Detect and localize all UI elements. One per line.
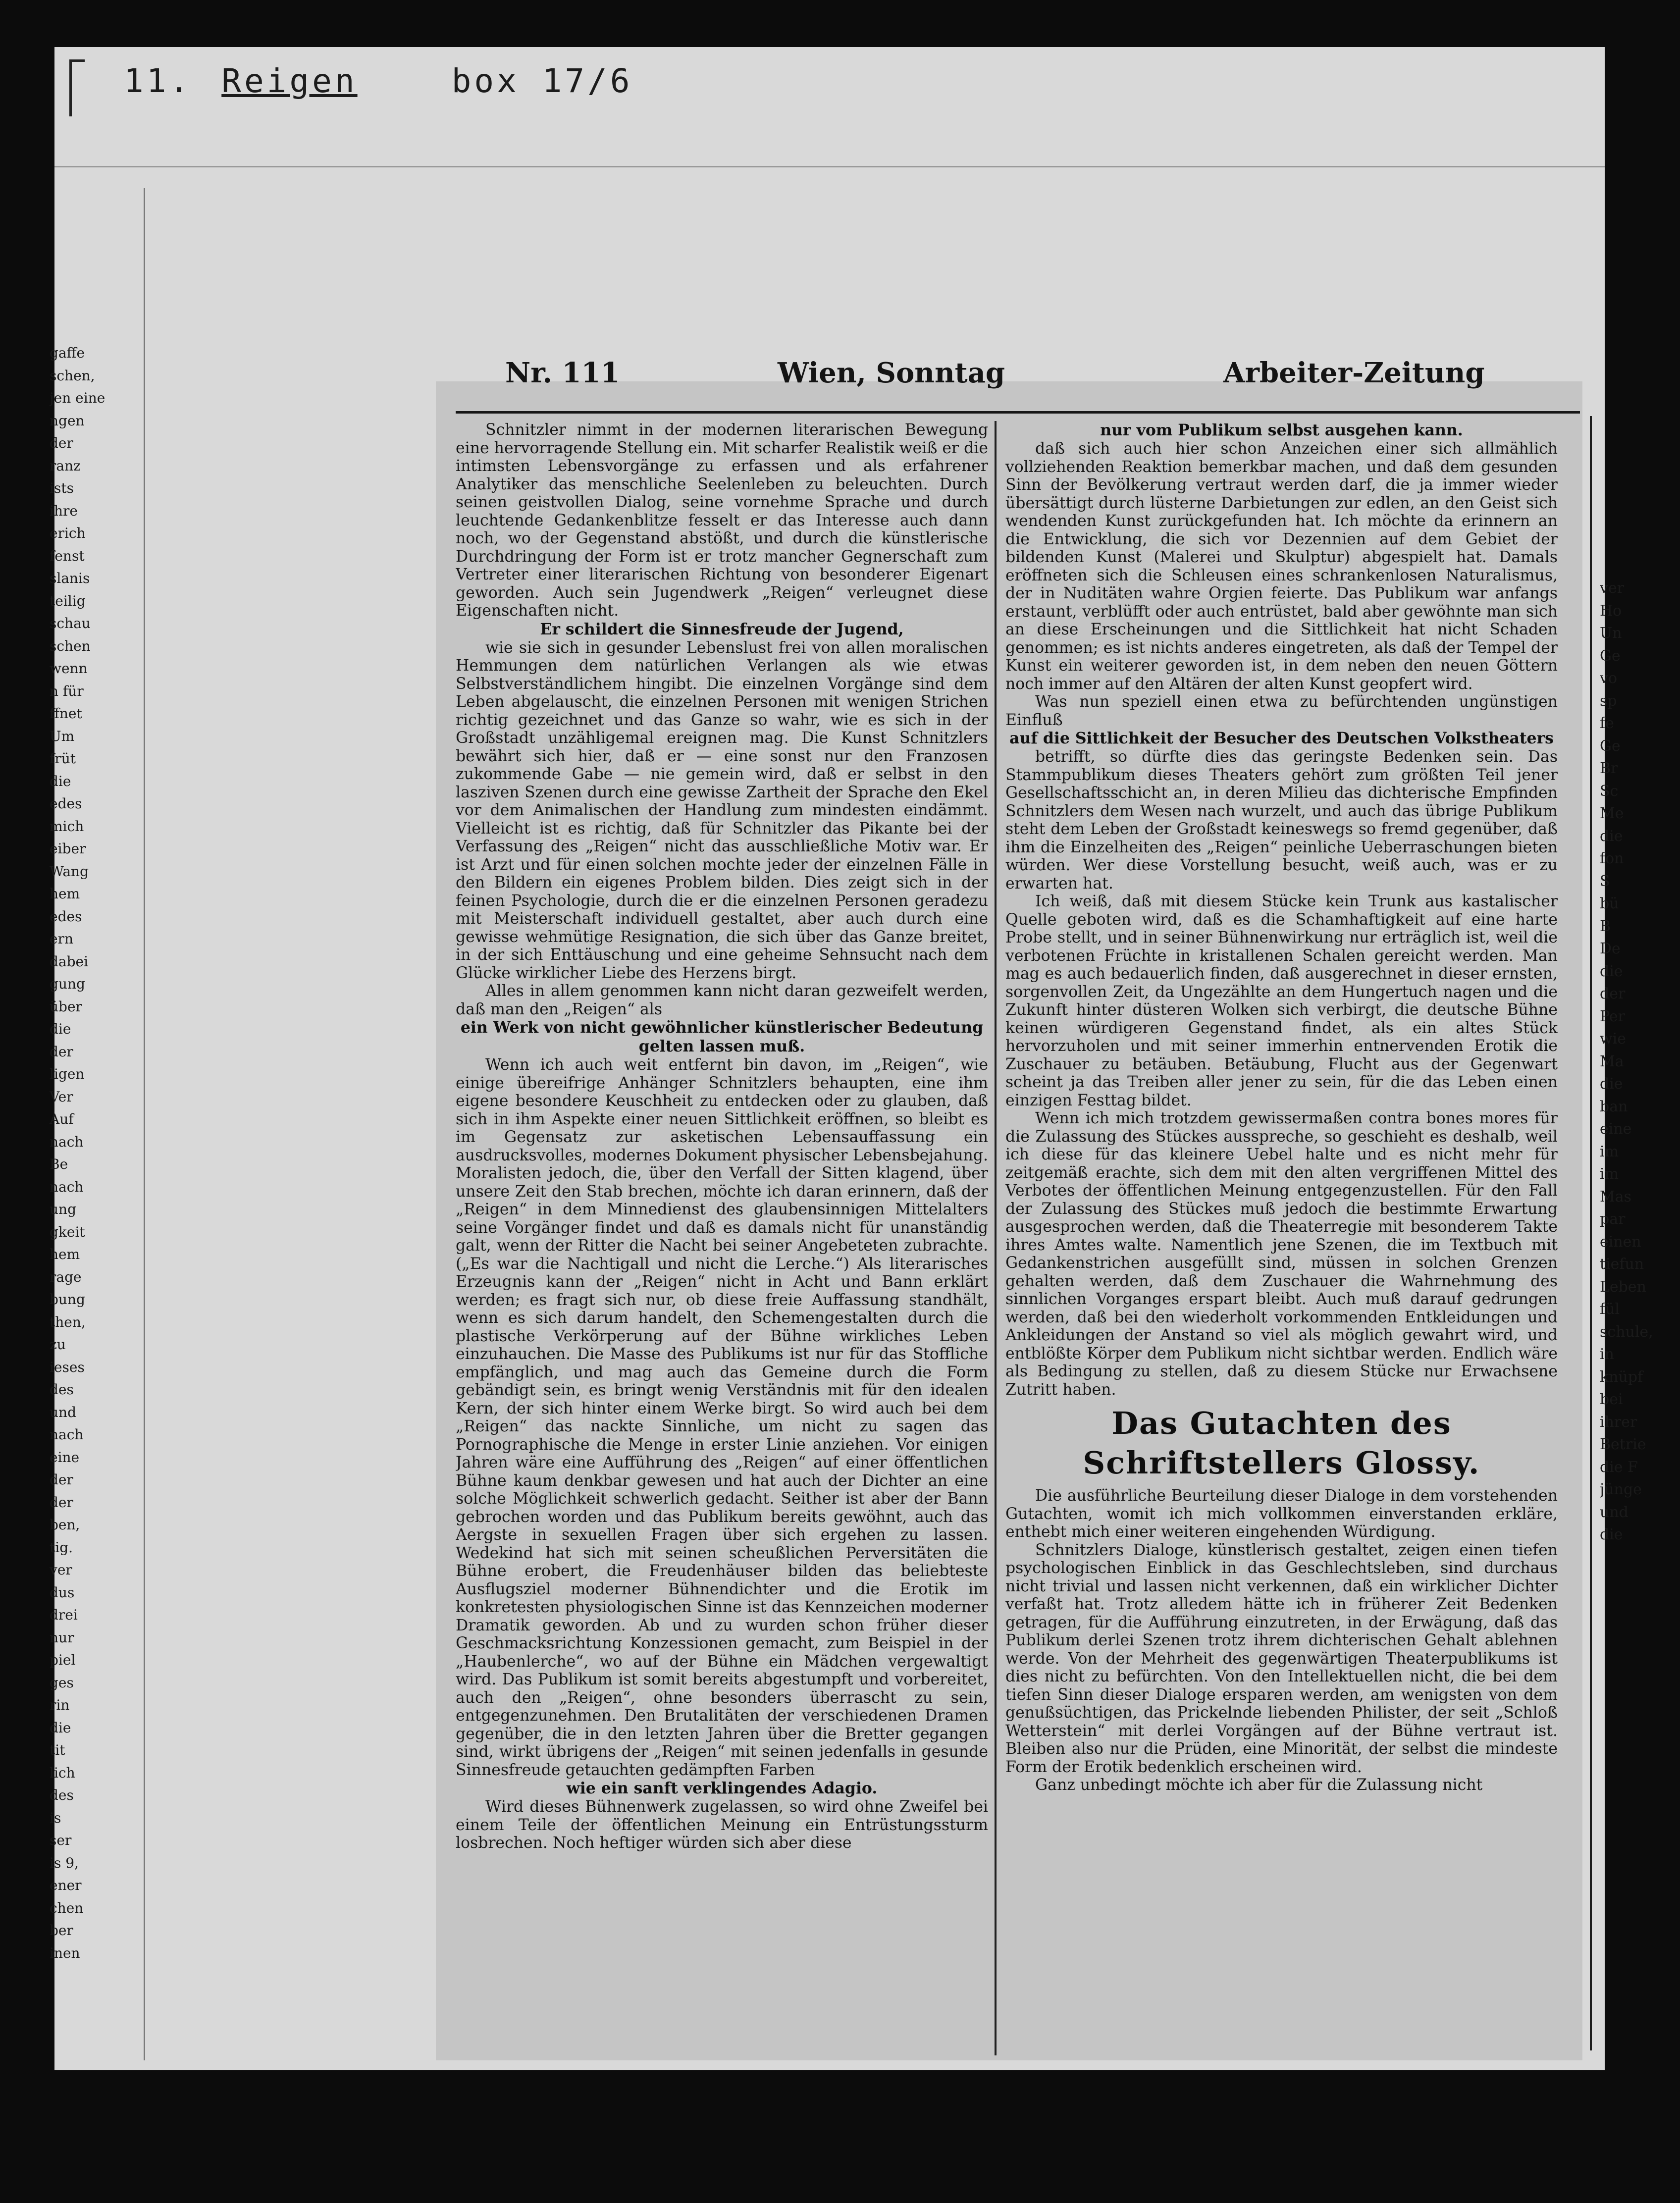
fragment-line: ieses — [50, 1359, 85, 1375]
article-paragraph: Schnitzlers Dialoge, künstlerisch gestaltet, zeigen einen tiefen psychologischen Einblick in das Geschlechtsleben, sind durchaus nicht trivial und lassen nicht verkennen, daß ein wirklicher Dichter verfaßt hat. Trotz alledem hätte ich in früherer Zeit Bedenken getragen, für die Aufführung einzutreten, in der Erwägung, daß das Publikum derlei Szenen trotz ihrem dichterischen Gehalt ablehnen werde. Von der Mehrheit des gegenwärtigen Theaterpublikums ist dies nicht zu befürchten. Von den Intellektuellen nicht, die bei dem tiefen Sinn dieser Dialoge ersparen werden, am wenigsten von dem genußsüchtigen, das Prickelnde liebenden Philister, der seit „Schloß Wetterstein“ mit derlei Vorgängen auf der Bühne vertraut ist. Bleiben also nur die Prüden, eine Minorität, der selbst die mindeste Form der Erotik bedenklich erscheinen wird. — [1005, 1541, 1558, 1776]
fragment-line: Be — [50, 1156, 68, 1172]
fragment-line: nach — [50, 1133, 84, 1150]
fragment-line: nur — [50, 1629, 74, 1646]
article-subheading: Das Gutachten des Schriftstellers Glossy. — [1083, 1405, 1480, 1481]
fragment-line: piel — [50, 1652, 76, 1668]
fragment-line: bü — [1600, 895, 1619, 912]
newspaper-name: Arbeiter-Zeitung — [1223, 357, 1485, 389]
right-article-column — [1005, 421, 1558, 2055]
archive-title: Reigen — [221, 62, 358, 100]
fragment-line: eine — [50, 1449, 80, 1466]
fragment-line: Leben — [1600, 1278, 1646, 1296]
article-paragraph: Was nun speziell einen etwa zu befürchtenden ungünstigen Einfluß — [1005, 693, 1558, 729]
corner-mark — [69, 59, 85, 116]
fragment-line: dabei — [50, 953, 89, 970]
fragment-line: inen — [50, 1944, 80, 1961]
fragment-line: die — [1600, 1526, 1623, 1543]
fragment-line: tig. — [50, 1539, 73, 1556]
fragment-line: ben, — [50, 1517, 80, 1533]
fragment-line: eine — [1600, 1120, 1632, 1138]
fragment-line: erich — [50, 525, 86, 541]
fragment-line: nach — [50, 1178, 84, 1195]
fragment-line: in — [1600, 1346, 1614, 1363]
fragment-line: zu — [50, 1336, 66, 1353]
fragment-line: ges — [50, 1674, 74, 1691]
issue-number: Nr. 111 — [505, 357, 620, 389]
fragment-line: rage — [50, 1268, 82, 1285]
fragment-line: schau — [50, 615, 91, 631]
archive-number: 11. — [124, 62, 192, 100]
right-column-rule — [1590, 416, 1592, 2050]
fragment-line: nach — [50, 1426, 84, 1443]
fragment-line: Ho — [1600, 602, 1622, 620]
article-paragraph: daß sich auch hier schon Anzeichen einer sich allmählich vollziehenden Reaktion bemerkbar machen, und daß dem gesunden Sinn der Bevölkerung vertraut werden darf, die ja immer wieder übersättigt durch lüsterne Darbietungen zur edlen, an den Geist sich wendenden Kunst zurückgefunden hat. Ich möchte da erinnern an die Entwicklung, die sich vor Dezennien auf dem Gebiet der bildenden Kunst (Malerei und Skulptur) abgespielt hat. Damals eröffneten sich die Schleusen eines schrankenlosen Naturalismus, der in Nuditäten wahre Orgien feierte. Das Publikum war anfangs erstaunt, verblüfft oder auch entrüstet, bald aber gewöhnte man sich an diese Erscheinungen und die Sittlichkeit hat nicht Schaden genommen; es ist nichts anderes eingetreten, als daß der Tempel der Kunst ein weiterer geworden ist, in dem neben den neuen Göttern noch immer auf den Altären der alten Kunst geopfert wird. — [1005, 440, 1558, 693]
fragment-line: des — [50, 1381, 74, 1398]
fragment-line: Ver — [50, 1088, 73, 1105]
fragment-line: und — [1600, 1503, 1628, 1521]
fragment-line: Betrie — [1600, 1436, 1646, 1453]
fragment-line: chen — [50, 1899, 84, 1916]
fragment-line: die — [1600, 962, 1623, 980]
article-paragraph: Die ausführliche Beurteilung dieser Dialoge in dem vorstehenden Gutachten, womit ich mich vollkommen einverstanden erkläre, enthebt mich einer weiteren eingehenden Würdigung. — [1005, 1487, 1558, 1541]
fragment-line: ligen — [50, 1066, 85, 1082]
fragment-line: mich — [50, 818, 84, 835]
left-article-column — [456, 421, 988, 2055]
fragment-line: gaffe — [50, 345, 85, 361]
fragment-line: Me — [1600, 805, 1624, 822]
fragment-line: Um — [50, 728, 75, 744]
article-subheading: ein Werk von nicht gewöhnlicher künstlerischer Bedeutung gelten lassen muß. — [460, 1018, 984, 1055]
fragment-line: des — [50, 1787, 74, 1803]
fragment-line: schen, — [50, 367, 95, 384]
article-paragraph: Wenn ich mich trotzdem gewissermaßen contra bones mores für die Zulassung des Stückes ausspreche, so geschieht es deshalb, weil ich diese für das kleinere Uebel halte und es nicht mehr für zeitgemäß erachte, sich dem mit den alten vergriffenen Mittel des Verbotes der öffentlichen Meinung entgegenzustellen. Für den Fall der Zulassung des Stückes muß jedoch die bestimmte Erwartung ausgesprochen werden, daß die Theaterregie mit besonderem Takte ihres Amtes walte. Namentlich jene Szenen, die im Textbuch mit Gedankenstrichen ausgefüllt sind, müssen in solchen Grenzen gehalten werden, daß dem Zuschauer die Wahrnehmung des sinnlichen Vorganges erspart bleibt. Auch muß darauf gedrungen werden, daß bei den wiederholt vorkommenden Entkleidungen und Ankleidungen der Anstand so viel als möglich gewahrt wird, und entblößte Körper dem Publikum nicht sichtbar werden. Endlich wäre als Bedingung zu stellen, daß zu diesem Stücke nur Erwachsene Zutritt haben. — [1005, 1109, 1558, 1399]
fragment-line: die — [50, 773, 71, 789]
fragment-line: edes — [50, 908, 82, 925]
city-day: Wien, Sonntag — [778, 357, 1005, 389]
article-subheading: nur vom Publikum selbst ausgehen kann. — [1100, 421, 1463, 439]
fragment-line: tit — [50, 1742, 65, 1758]
fragment-line: die F — [1600, 1458, 1638, 1476]
fragment-line: Ma — [1600, 1052, 1624, 1070]
fragment-line: ser — [50, 1832, 72, 1848]
left-neighbor-column — [50, 342, 119, 2085]
fragment-line: Auf — [50, 1111, 74, 1127]
fragment-line: n für — [50, 682, 84, 699]
masthead-rule — [456, 411, 1580, 414]
fragment-line: vo — [1600, 670, 1618, 687]
article-paragraph: Ganz unbedingt möchte ich aber für die Zulassung nicht — [1035, 1776, 1483, 1794]
archive-box: box 17/6 — [451, 62, 633, 100]
article-paragraph: Wenn ich auch weit entfernt bin davon, im „Reigen“, wie einige übereifrige Anhänger Schnitzlers behaupten, eine ihm eigene besondere Keuschheit zu entdecken oder zu glauben, daß sich in ihm Aspekte einer neuen Sittlichkeit eröffnen, so bleibt es im Gegensatz zur asketischen Lebensauffassung ein ausdrucksvolles, modernes Dokument physischer Lebensbejahung. Moralisten jedoch, die, über den Verfall der Sitten klagend, über unsere Zeit den Stab brechen, möchte ich daran erinnern, daß der „Reigen“ in dem Minnedienst des glaubensinnigen Mittelalters seine Vorgänger findet und daß es damals nicht für unanständig galt, wenn der Ritter die Nacht bei seiner Angebeteten zubrachte. („Es war die Nachtigall und nicht die Lerche.“) Als literarisches Erzeugnis kann der „Reigen“ nicht in Acht und Bann erklärt werden; es fragt sich nur, ob diese freie Auffassung standhält, wenn es sich darum handelt, den Schemengestalten durch die plastische Verkörperung auf der Bühne wirkliches Leben einzuhauchen. Die Masse des Publikums ist nur für das Stoffliche empfänglich, und mag auch das Gemeine durch die Form gebändigt sein, es bringt wenig Verständnis mit für den idealen Kern, der sich hinter einem Werke birgt. So wird auch bei dem „Reigen“ das nackte Sinnliche, um nicht zu sagen das Pornographische die Menge in erster Linie anziehen. Vor einigen Jahren wäre eine Aufführung des „Reigen“ auf einer öffentlichen Bühne kaum denkbar gewesen und hat auch der Dichter an eine solche Möglichkeit schwerlich gedacht. Seither ist aber der Bann gebrochen worden und das Publikum bereits gewöhnt, auch das Aergste in sexuellen Fragen über sich ergehen zu lassen. Wedekind hat sich mit seinen scheußlichen Perversitäten die Bühne erobert, die Freudenhäuser bilden das beliebteste Ausflugsziel moderner Bühnendichter und die Erotik im konkretesten physiologischen Sinne ist das Kennzeichen moderner Dramatik geworden. Ab und zu wurden schon früher dieser Geschmacksrichtung Konzessionen gemacht, zum Beispiel in der „Haubenlerche“, wo auf der Bühne ein Mädchen vergewaltigt wird. Das Publikum ist somit bereits abgestumpft und vorbereitet, auch den „Reigen“, ohne besonders überrascht zu sein, entgegenzunehmen. Den Brutalitäten der verschiedenen Dramen gegenüber, die in den letzten Jahren über die Bretter gegangen sind, wirkt übrigens der „Reigen“ mit seinen jedenfalls in gesunde Sinnesfreude getauchten gedämpften Farben — [456, 1056, 988, 1779]
fragment-line: der — [50, 1471, 73, 1488]
fragment-line: teilig — [50, 592, 86, 609]
fragment-line: tiefun — [1600, 1256, 1644, 1273]
fragment-line: hem — [50, 1246, 80, 1262]
fragment-line: schen — [50, 637, 91, 654]
fragment-line: fe — [1600, 715, 1614, 732]
article-subheading: Er schildert die Sinnesfreude der Jugend, — [540, 620, 904, 638]
fragment-line: ver — [1600, 579, 1625, 597]
article-paragraph: wie sie sich in gesunder Lebenslust frei von allen moralischen Hemmungen dem natürlichen Verlangen als wie etwas Selbstverständlichem hingibt. Die einzelnen Vorgänge sind dem Leben abgelauscht, die einzelnen Personen mit wenigen Strichen richtig gezeichnet und das Ganze so wahr, wie es sich in der Großstadt unzähligemal ereignen mag. Die Kunst Schnitzlers bewährt sich hier, daß er — eine sonst nur den Franzosen zukommende Gabe — nie gemein wird, daß er selbst in den lasziven Szenen durch eine gewisse Zartheit der Sprache den Ekel vor dem Animalischen der Handlung zum mindesten eindämmt. Vielleicht ist es richtig, daß für Schnitzler das Pikante bei der Verfassung des „Reigen“ nicht das ausschließliche Motiv war. Er ist Arzt und für einen solchen mochte jeder der einzelnen Fälle in den Bildern ein eigenes Problem bilden. Dies zeigt sich in der feinen Psychologie, durch die er die einzelnen Personen geradezu mit Meisterschaft individuell gestaltet, aber auch durch eine gewisse wehmütige Resignation, die sich über das Ganze breitet, in der sich Enttäuschung und eine geheime Sehnsucht nach dem Glücke wirklicher Liebe des Herzens birgt. — [456, 638, 988, 982]
fragment-line: ranz — [50, 457, 81, 474]
fragment-line: fül — [1600, 1301, 1620, 1318]
fragment-line: ung — [50, 1201, 76, 1217]
fragment-line: der — [1600, 985, 1626, 1002]
fragment-line: slanis — [50, 570, 90, 586]
fragment-line: im — [1600, 1165, 1619, 1183]
fragment-line: ban — [1600, 1098, 1628, 1115]
fragment-line: die — [1600, 827, 1623, 845]
fragment-line: rin — [50, 1697, 70, 1713]
fragment-line: die — [50, 1719, 71, 1736]
fragment-line: Un — [1600, 625, 1622, 642]
fragment-line: Per — [1600, 1007, 1625, 1025]
article-paragraph: Schnitzler nimmt in der modernen literarischen Bewegung eine hervorragende Stellung ein. Mit scharfer Realistik weiß er die intimsten Lebensvorgänge zu erfassen und als erfahrener Analytiker das menschliche Seelenleben zu beleuchten. Durch seinen geistvollen Dialog, seine vornehme Sprache und durch leuchtende Gedankenblitze fesselt er das Interesse auch dann noch, wo der Gegenstand abstößt, und durch die künstlerische Durchdringung der Form ist er trotz mancher Gegnerschaft zum Vertreter einer literarischen Richtung von besonderer Eigenart geworden. Auch sein Jugendwerk „Reigen“ verleugnet diese Eigenschaften nicht. — [456, 421, 988, 620]
fragment-line: Sc — [1600, 782, 1619, 800]
fragment-line: par — [1600, 1210, 1626, 1228]
fragment-line: ffnet — [50, 705, 82, 722]
fragment-line: fenst — [50, 547, 85, 564]
fragment-line: und — [50, 1404, 76, 1420]
article-paragraph: Alles in allem genommen kann nicht daran gezweifelt werden, daß man den „Reigen“ als — [456, 982, 988, 1018]
fragment-line: wie — [1600, 1030, 1627, 1048]
fragment-line: edes — [50, 795, 82, 812]
fragment-line: die — [50, 1021, 71, 1037]
fragment-line: fon — [1600, 850, 1624, 867]
column-rule — [995, 421, 997, 2055]
fragment-line: ver — [50, 1562, 72, 1578]
fragment-line: eiber — [50, 840, 86, 857]
article-paragraph: Wird dieses Bühnenwerk zugelassen, so wird ohne Zweifel bei einem Teile der öffentlichen Meinung ein Entrüstungssturm losbrechen. Noch heftiger würden sich aber diese — [456, 1798, 988, 1852]
fragment-line: De — [1600, 940, 1621, 957]
fragment-line: ihre — [50, 502, 78, 519]
fragment-line: dus — [50, 1584, 75, 1601]
fragment-line: jen eine — [50, 390, 105, 406]
newspaper-clipping — [436, 357, 1582, 2060]
masthead — [436, 357, 1582, 426]
fragment-line: Wang — [50, 863, 89, 880]
fragment-line: hem — [50, 886, 80, 902]
fragment-line: bei — [1600, 1391, 1623, 1408]
fragment-line: knüpf — [1600, 1368, 1643, 1386]
fragment-line: jünge — [1600, 1481, 1642, 1498]
fold-line — [54, 166, 1605, 167]
fragment-line: then, — [50, 1313, 86, 1330]
fragment-line: wenn — [50, 660, 88, 677]
fragment-line: einen — [1600, 1233, 1641, 1251]
fragment-line: gung — [50, 976, 85, 992]
fragment-line: früt — [50, 750, 76, 767]
fragment-line: schule, — [1600, 1323, 1653, 1341]
fragment-line: bung — [50, 1291, 85, 1308]
fragment-line: ener — [50, 1877, 82, 1893]
fragment-line: im — [1600, 1143, 1619, 1160]
fragment-line: Ge — [1600, 647, 1621, 665]
fragment-line: is — [50, 1809, 61, 1826]
fragment-line: is 9, — [50, 1854, 79, 1871]
right-neighbor-column — [1600, 577, 1659, 2038]
fragment-line: Mas — [1600, 1188, 1631, 1206]
fragment-line: ists — [50, 480, 74, 496]
fragment-line: der — [50, 1494, 73, 1511]
fragment-line: lich — [50, 1764, 75, 1781]
archive-label — [124, 62, 633, 100]
fragment-line: der — [50, 1043, 73, 1060]
fragment-line: ber — [50, 1922, 73, 1939]
fragment-line: der — [50, 435, 73, 451]
fragment-line: ihrer — [1600, 1413, 1637, 1431]
fragment-line: drei — [50, 1607, 78, 1623]
fragment-line: die — [1600, 1075, 1623, 1093]
fragment-line: gkeit — [50, 1223, 85, 1240]
clipping-edge-line — [144, 188, 145, 2060]
article-subheading: auf die Sittlichkeit der Besucher des Deutschen Volkstheaters — [1009, 729, 1554, 747]
fragment-line: über — [50, 998, 82, 1015]
article-subheading: wie ein sanft verklingendes Adagio. — [566, 1779, 878, 1797]
article-paragraph: betrifft, so dürfte dies das geringste Bedenken sein. Das Stammpublikum dieses Theaters gehört zum größten Teil jener Gesellschaftsschicht an, in deren Milieu das dichterische Empfinden Schnitzlers dem Wesen nach wurzelt, und auch das übrige Publikum steht dem Leben der Großstadt keineswegs so fremd gegenüber, daß ihm die Einzelheiten des „Reigen“ peinliche Ueberraschungen bieten würden. Wer diese Vorstellung besucht, weiß auch, was er zu erwarten hat. — [1005, 748, 1558, 892]
fragment-line: ern — [50, 931, 73, 947]
fragment-line: Br — [1600, 760, 1618, 777]
fragment-line: sp — [1600, 692, 1617, 710]
fragment-line: Ge — [1600, 737, 1621, 755]
fragment-line: S — [1600, 872, 1610, 890]
fragment-line: B — [1600, 917, 1611, 935]
fragment-line: ngen — [50, 412, 85, 429]
article-paragraph: Ich weiß, daß mit diesem Stücke kein Trunk aus kastalischer Quelle geboten wird, daß es die Schamhaftigkeit auf eine harte Probe stellt, und in seiner Bühnenwirkung nur erträglich ist, weil die verbotenen Früchte in kristallenen Schalen gereicht werden. Man mag es auch bedauerlich finden, daß ausgerechnet in dieser ernsten, sorgenvollen Zeit, da Ungezählte an dem Hungertuch nagen und die Zukunft hinter düsteren Wolken sich verbirgt, die deutsche Bühne keinen würdigeren Gegenstand findet, als ein altes Stück hervorzuholen und mit seiner immerhin entnervenden Erotik die Zuschauer zu betäuben. Betäubung, Flucht aus der Gegenwart scheint ja das Treiben aller jener zu sein, für die das Leben einen einzigen Festtag bildet. — [1005, 892, 1558, 1109]
